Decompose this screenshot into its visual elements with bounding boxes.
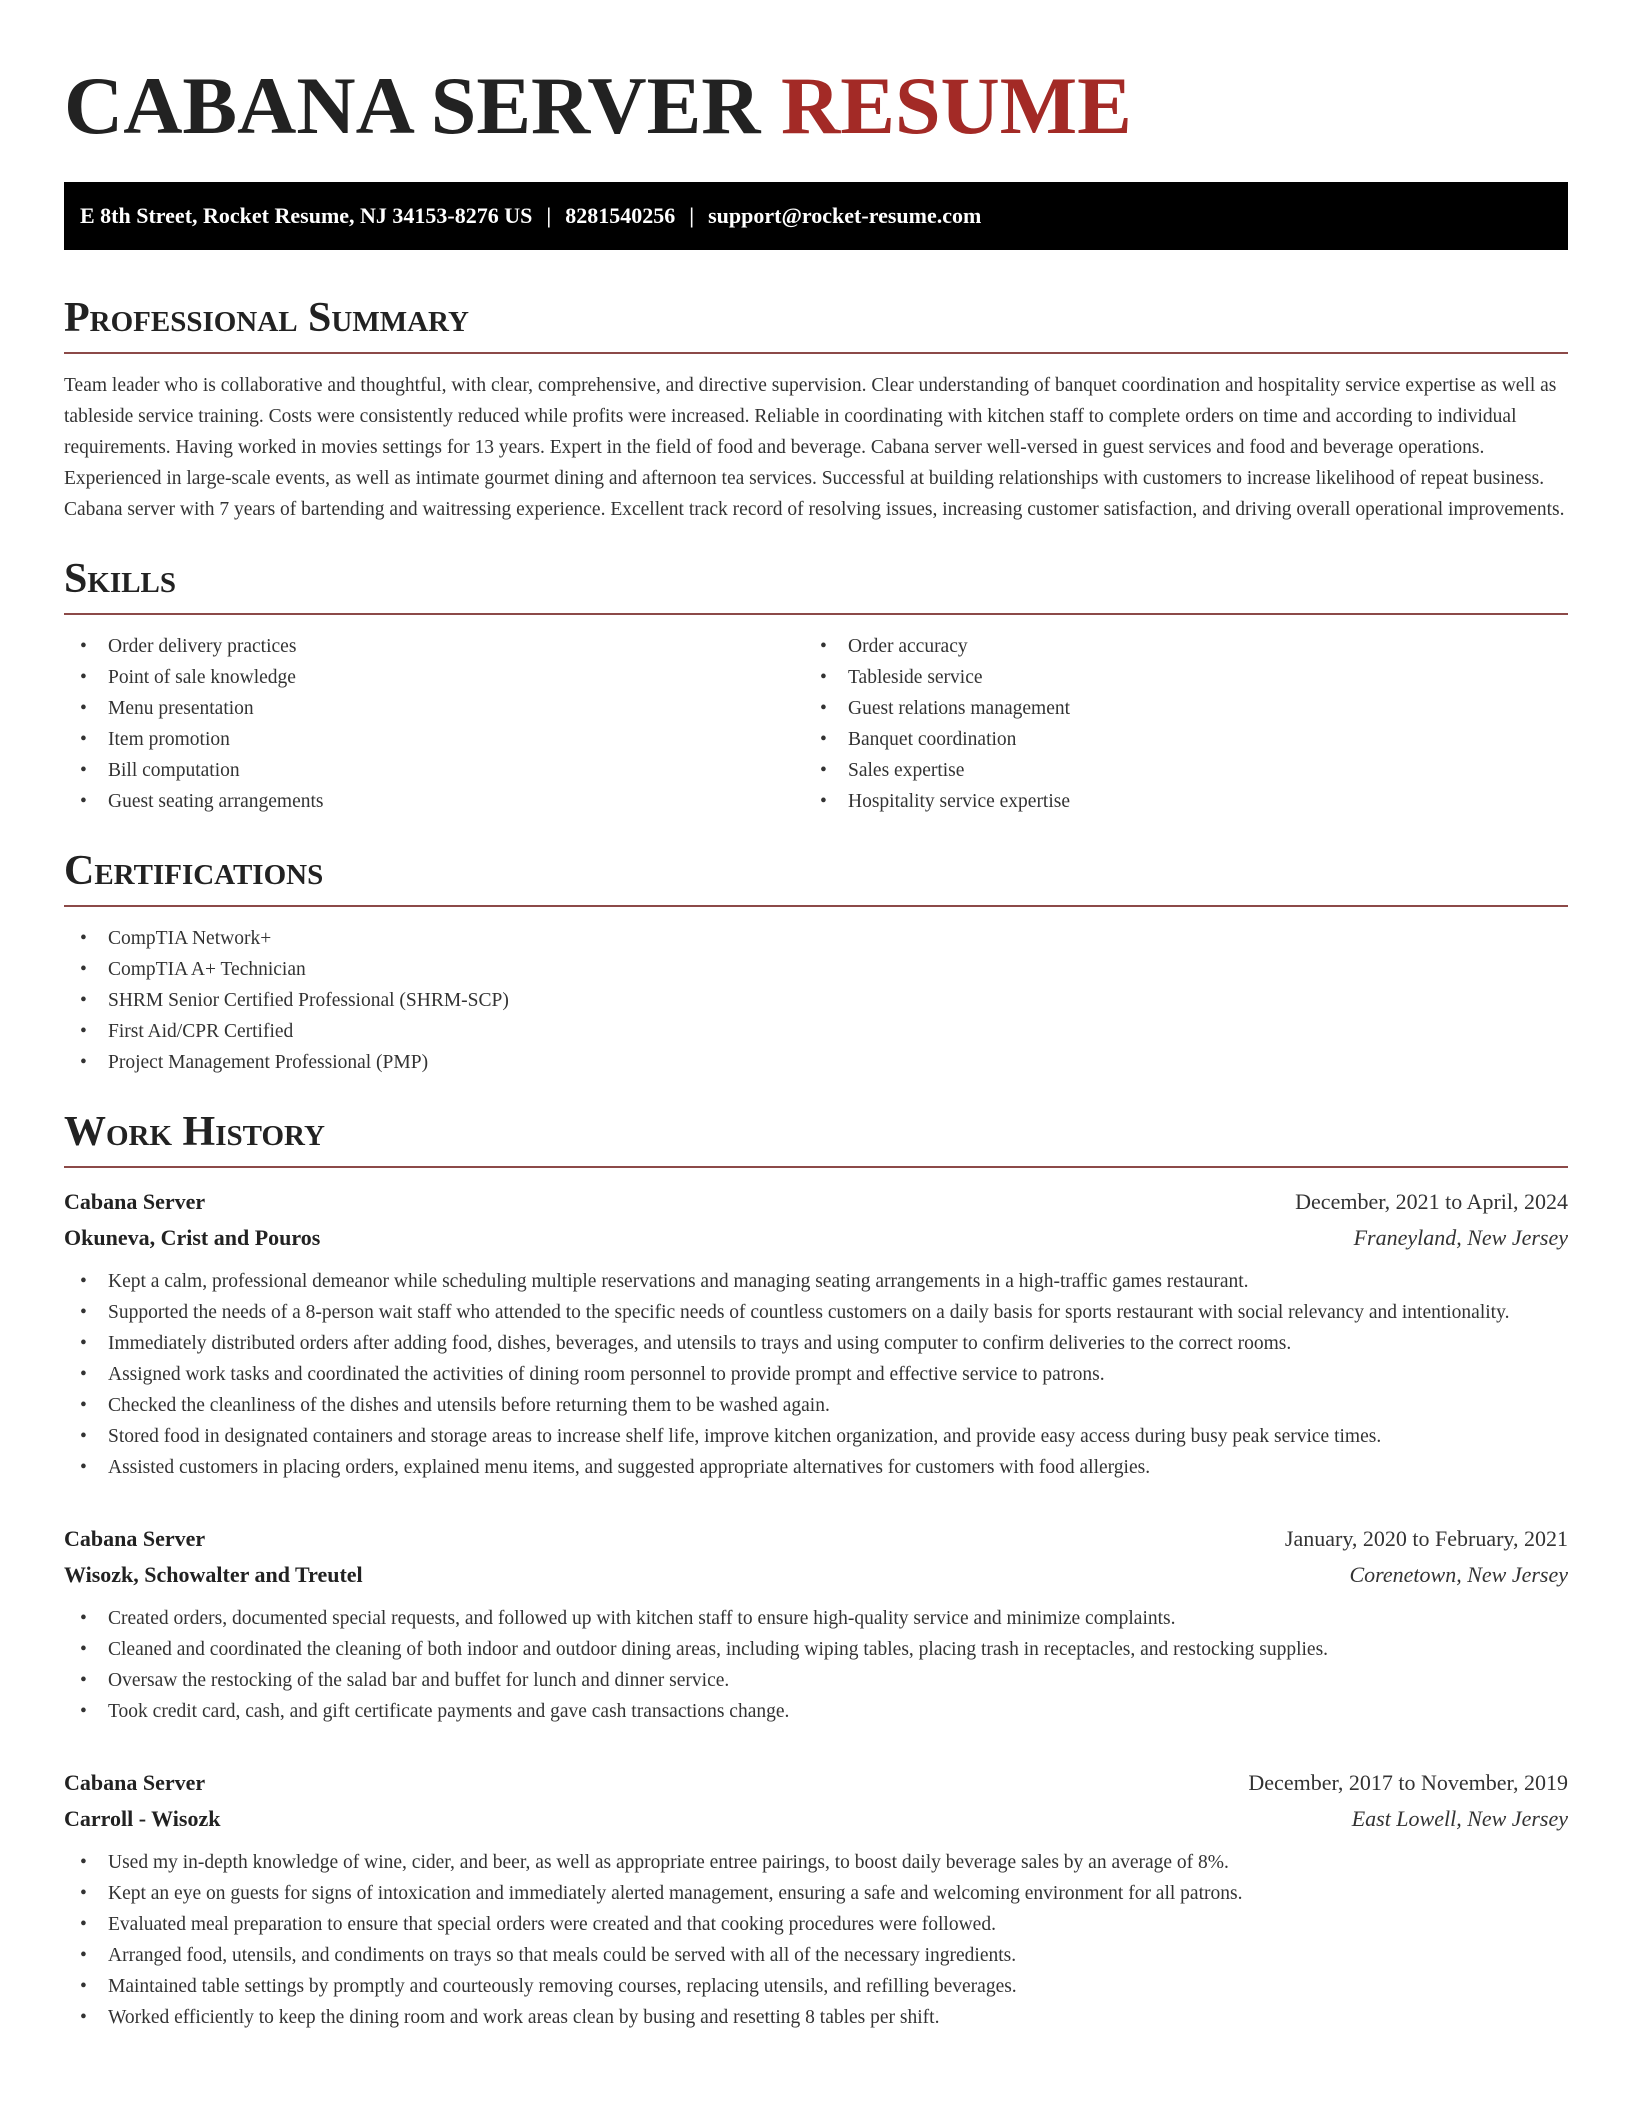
job-header-row bbox=[64, 1184, 1568, 1220]
job-dates: December, 2017 to November, 2019 bbox=[1248, 1770, 1568, 1795]
job-bullet: • Used my in-depth knowledge of wine, cider, and beer, as well as appropriate entree pairings, to boost daily beverage sales by an average of 8%. bbox=[64, 1847, 1568, 1878]
job-bullet: • Assigned work tasks and coordinated the activities of dining room personnel to provide prompt and effective service to patrons. bbox=[64, 1359, 1568, 1390]
certification-item: • CompTIA Network+ bbox=[64, 923, 1568, 954]
skill-item: • Banquet coordination bbox=[804, 724, 1544, 755]
job-bullet: • Immediately distributed orders after adding food, dishes, beverages, and utensils to trays and using computer to confirm deliveries to the correct rooms. bbox=[64, 1328, 1568, 1359]
contact-address: E 8th Street, Rocket Resume, NJ 34153-8276 US bbox=[80, 203, 533, 228]
summary-text: Team leader who is collaborative and thoughtful, with clear, comprehensive, and directive supervision. Clear understanding of banquet coordination and hospitality service expertise as well as tableside service training. Costs were consistently reduced while profits were increased. Reliable in coordinating with kitchen staff to complete orders on time and according to individual requirements. Having worked in movies settings for 13 years. Expert in the field of food and beverage. Cabana server well-versed in guest services and food and beverage operations. Experienced in large-scale events, as well as intimate gourmet dining and afternoon tea services. Successful at building relationships with customers to increase likelihood of repeat business. Cabana server with 7 years of bartending and waitressing experience. Excellent track record of resolving issues, increasing customer satisfaction, and driving overall operational improvements. bbox=[64, 375, 1565, 520]
skill-item: • Bill computation bbox=[64, 755, 804, 786]
job-bullet: • Created orders, documented special requests, and followed up with kitchen staff to ensure high-quality service and minimize complaints. bbox=[64, 1603, 1568, 1634]
job-bullet: • Assisted customers in placing orders, explained menu items, and suggested appropriate alternatives for customers with food allergies. bbox=[64, 1452, 1568, 1483]
job-bullet: • Arranged food, utensils, and condiments on trays so that meals could be served with all of the necessary ingredients. bbox=[64, 1940, 1568, 1971]
skill-item: • Tableside service bbox=[804, 662, 1544, 693]
job-header-row bbox=[64, 1765, 1568, 1801]
job-entry bbox=[64, 1184, 1568, 1483]
job-bullet: • Evaluated meal preparation to ensure that special orders were created and that cooking procedures were followed. bbox=[64, 1909, 1568, 1940]
skills-heading: Skills bbox=[64, 555, 1568, 615]
skill-item: • Guest seating arrangements bbox=[64, 786, 804, 817]
job-company: Okuneva, Crist and Pouros bbox=[64, 1225, 321, 1250]
skill-item: • Point of sale knowledge bbox=[64, 662, 804, 693]
certification-item: • First Aid/CPR Certified bbox=[64, 1016, 1568, 1047]
job-dates: December, 2021 to April, 2024 bbox=[1295, 1189, 1568, 1214]
certification-item: • Project Management Professional (PMP) bbox=[64, 1047, 1568, 1078]
job-bullets bbox=[64, 1266, 1568, 1483]
job-bullet: • Oversaw the restocking of the salad bar and buffet for lunch and dinner service. bbox=[64, 1665, 1568, 1696]
contact-phone: 8281540256 bbox=[565, 203, 676, 228]
skill-item: • Item promotion bbox=[64, 724, 804, 755]
job-bullet: • Checked the cleanliness of the dishes and utensils before returning them to be washed again. bbox=[64, 1390, 1568, 1421]
job-bullets bbox=[64, 1847, 1568, 2033]
job-company-row bbox=[64, 1557, 1568, 1593]
job-title: Cabana Server bbox=[64, 1770, 206, 1795]
contact-separator: | bbox=[546, 203, 552, 228]
skill-item: • Menu presentation bbox=[64, 693, 804, 724]
job-location: Franeyland, New Jersey bbox=[1353, 1225, 1568, 1250]
job-bullet: • Kept an eye on guests for signs of intoxication and immediately alerted management, ensuring a safe and welcoming environment for all patrons. bbox=[64, 1878, 1568, 1909]
contact-email: support@rocket-resume.com bbox=[708, 203, 982, 228]
job-bullet: • Kept a calm, professional demeanor while scheduling multiple reservations and managing seating arrangements in a high-traffic games restaurant. bbox=[64, 1266, 1568, 1297]
skill-item: • Order accuracy bbox=[804, 631, 1544, 662]
skills-list-left bbox=[64, 631, 804, 817]
job-company: Carroll - Wisozk bbox=[64, 1806, 221, 1831]
job-company-row bbox=[64, 1801, 1568, 1837]
certification-item: • SHRM Senior Certified Professional (SHRM-SCP) bbox=[64, 985, 1568, 1016]
job-bullet: • Stored food in designated containers and storage areas to increase shelf life, improve kitchen organization, and provide easy access during busy peak service times. bbox=[64, 1421, 1568, 1452]
job-bullet: • Cleaned and coordinated the cleaning of both indoor and outdoor dining areas, including wiping tables, placing trash in receptacles, and restocking supplies. bbox=[64, 1634, 1568, 1665]
title-accent: RESUME bbox=[781, 60, 1132, 151]
resume-title bbox=[64, 60, 1568, 152]
skill-item: • Order delivery practices bbox=[64, 631, 804, 662]
skill-item: • Hospitality service expertise bbox=[804, 786, 1544, 817]
certification-item: • CompTIA A+ Technician bbox=[64, 954, 1568, 985]
job-company-row bbox=[64, 1220, 1568, 1256]
contact-separator: | bbox=[689, 203, 695, 228]
job-company: Wisozk, Schowalter and Treutel bbox=[64, 1562, 363, 1587]
job-bullet: • Took credit card, cash, and gift certificate payments and gave cash transactions change. bbox=[64, 1696, 1568, 1727]
skill-item: • Guest relations management bbox=[804, 693, 1544, 724]
summary-heading: Professional Summary bbox=[64, 294, 1568, 354]
job-location: East Lowell, New Jersey bbox=[1351, 1806, 1568, 1831]
certifications-list bbox=[64, 923, 1568, 1078]
job-header-row bbox=[64, 1521, 1568, 1557]
work-history-heading: Work History bbox=[64, 1108, 1568, 1168]
job-title: Cabana Server bbox=[64, 1189, 206, 1214]
job-entry bbox=[64, 1765, 1568, 2033]
job-bullet: • Supported the needs of a 8-person wait staff who attended to the specific needs of countless customers on a daily basis for sports restaurant with social relevancy and intentionality. bbox=[64, 1297, 1568, 1328]
skills-list-right bbox=[804, 631, 1544, 817]
job-dates: January, 2020 to February, 2021 bbox=[1284, 1526, 1568, 1551]
job-entry bbox=[64, 1521, 1568, 1727]
certifications-heading: Certifications bbox=[64, 847, 1568, 907]
skill-item: • Sales expertise bbox=[804, 755, 1544, 786]
job-bullets bbox=[64, 1603, 1568, 1727]
job-location: Corenetown, New Jersey bbox=[1349, 1562, 1568, 1587]
contact-bar bbox=[64, 182, 1568, 250]
job-bullet: • Worked efficiently to keep the dining room and work areas clean by busing and resetting 8 tables per shift. bbox=[64, 2002, 1568, 2033]
job-title: Cabana Server bbox=[64, 1526, 206, 1551]
title-main: CABANA SERVER bbox=[64, 60, 761, 151]
skills-grid bbox=[64, 631, 1568, 817]
job-bullet: • Maintained table settings by promptly and courteously removing courses, replacing utensils, and refilling beverages. bbox=[64, 1971, 1568, 2002]
